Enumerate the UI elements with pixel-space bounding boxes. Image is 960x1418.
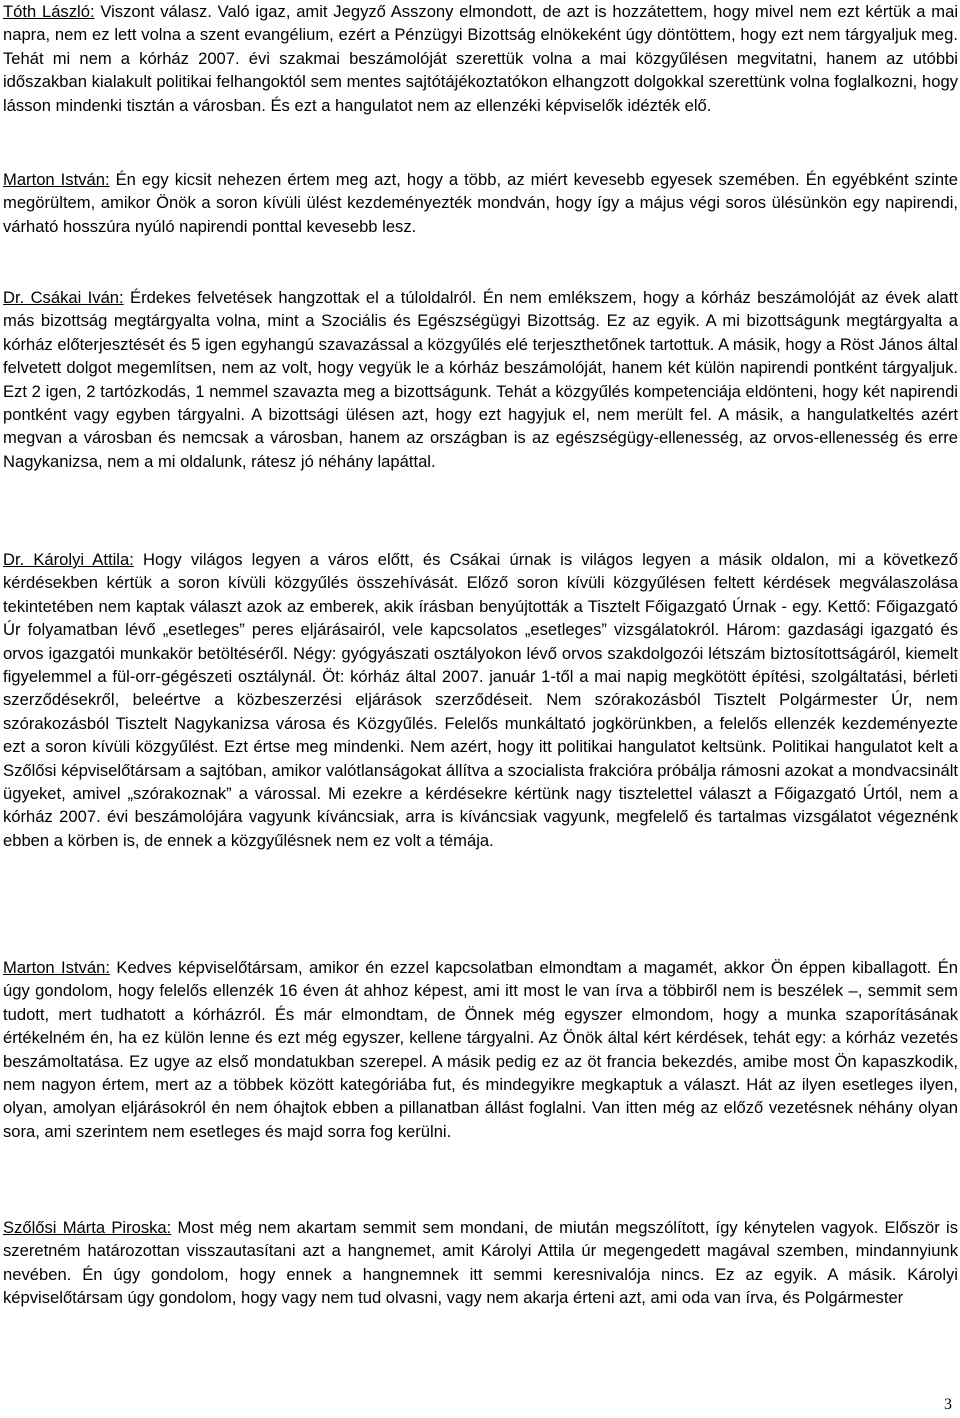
- speaker-name: Tóth László:: [3, 2, 95, 21]
- paragraph-text: Viszont válasz. Való igaz, amit Jegyző Asszony elmondott, de azt is hozzátettem, hogy mivel nem ezt kértük a mai napra, nem ez lett volna a szent evangélium, ezért a Pénzügyi Bizottság elnökeként úgy döntöttem, hogy ezt nem tárgyaljuk meg. Tehát mi nem a kórház 2007. évi szakmai beszámolóját szerettük volna a mai közgyűlésen megvitatni, hanem az utóbbi időszakban kialakult politikai felhangoktól sem mentes sajtótájékoztatókon elhangzott dolgokkal szerettünk volna foglalkozni, hogy lásson mindenki tisztán a városban. És ezt a hangulatot nem az ellenzéki képviselők idézték elő.: [3, 2, 959, 115]
- paragraph-text: Kedves képviselőtársam, amikor én ezzel kapcsolatban elmondtam a magamét, akkor Ön éppen kiballagott. Én úgy gondolom, hogy felelős ellenzék 16 éven át ahhoz képest, ami itt most le van írva a többiről nem is beszélek –, semmit sem tudott, mert tudhatott a kórházról. És már elmondtam, de Önnek még egyszer elmondom, hogy a munka szaporításának értékelném én, ha ez külön lenne és ezt még egyszer, kellene tárgyalni. Az Önök által kért kérdések, tehát egy: a kórház vezetés beszámoltatása. Ez ugye az első mondatukban szerepel. A másik pedig ez az öt francia bekezdés, amibe most Ön kapaszkodik, nem nagyon értem, mert az a többek között kategóriába fut, és mindegyikre megkaptuk a választ. Hát az ilyen esetleges ilyen, olyan, amolyan eljárásokról én nem óhajtok ebben a pillanatban állást foglalni. Van itten még az előző vezetésnek néhány olyan sora, ami szerintem nem esetleges és majd sorra fog kerülni.: [3, 958, 958, 1141]
- paragraph-text: Érdekes felvetések hangzottak el a túloldalról. Én nem emlékszem, hogy a kórház beszámolóját az évek alatt más bizottság megtárgyalta volna, mint a Szociális és Egészségügyi Bizottság. Ez az egyik. A mi bizottságunk megtárgyalta a kórház előterjesztését és 5 igen egyhangú szavazással a közgyűlés elé terjeszthetőnek tartottuk. A másik, hogy a Röst János által felvetett dolgot megemlítsen, nem az volt, hogy vegyük le a kórház beszámolóját, hanem két külön napirendi pontként tárgyaljuk. Ezt 2 igen, 2 tartózkodás, 1 nemmel szavazta meg a bizottságunk. Tehát a közgyűlés kompetenciája eldönteni, hogy két napirendi pontként vagy egyben tárgyalni. A bizottsági ülésen azt, hogy ezt hagyjuk el, nem merült fel. A másik, a hangulatkeltés azért megvan a városban és nemcsak a városban, hanem az országban is az egészségügy-ellenesség, az orvos-ellenesség és erre Nagykanizsa, nem a mi oldalunk, rátesz jó néhány lapáttal.: [3, 288, 958, 471]
- page-number: 3: [944, 1396, 952, 1413]
- speaker-name: Marton István:: [3, 170, 110, 189]
- speaker-name: Marton István:: [3, 958, 110, 977]
- paragraph-karolyi-attila: [3, 548, 958, 852]
- speaker-name: Szőlősi Márta Piroska:: [3, 1218, 172, 1237]
- speaker-name: Dr. Károlyi Attila:: [3, 550, 134, 569]
- paragraph-text: Én egy kicsit nehezen értem meg azt, hogy a több, az miért kevesebb egyesek szemében. Én egyébként szinte megörültem, amikor Önök a soron kívüli ülést kezdeményezték mondván, hogy így a május végi soros ülésünkön egy napirendi, várható hosszúra nyúló napirendi ponttal kevesebb lesz.: [3, 170, 958, 236]
- paragraph-csakai-ivan: [3, 286, 958, 473]
- paragraph-toth-laszlo: [3, 0, 958, 117]
- paragraph-marton-istvan-1: [3, 168, 958, 238]
- speaker-name: Dr. Csákai Iván:: [3, 288, 124, 307]
- paragraph-text: Most még nem akartam semmit sem mondani, de miután megszólított, így kénytelen vagyok. Először is szeretném határozottan visszautasítani azt a hangnemet, amit Károlyi Attila úr megengedett magával szemben, mindannyiunk nevében. Én úgy gondolom, hogy ennek a hangnemnek itt semmi keresnivalója nincs. Ez az egyik. A másik. Károlyi képviselőtársam úgy gondolom, hogy vagy nem tud olvasni, vagy nem akarja érteni azt, ami oda van írva, és Polgármester: [3, 1218, 958, 1308]
- paragraph-szolosi-marta: [3, 1216, 958, 1310]
- paragraph-text: Hogy világos legyen a város előtt, és Csákai úrnak is világos legyen a másik oldalon, mi a következő kérdésekben kértük a soron kívüli közgyűlés összehívását. Előző soron kívüli közgyűlésen feltett kérdések megválaszolása tekintetében nem kaptak választ azok az emberek, akik írásban benyújtották a Tisztelt Főigazgató Úrnak - egy. Kettő: Főigazgató Úr folyamatban lévő „esetleges” peres eljárásairól, vele kapcsolatos „esetleges” vizsgálatokról. Három: gazdasági igazgató és orvos igazgatói munkakör betöltéséről. Négy: gyógyászati osztályokon lévő orvos szakdolgozói létszám biztosítottságáról, kiemelt figyelemmel a fül-orr-gégészeti osztálynál. Öt: kórház által 2007. január 1-től a mai napig megkötött építési, szolgáltatási, bérleti szerződésekről, beleértve a közbeszerzési eljárások szerződéseit. Nem szórakozásból Tisztelt Polgármester Úr, nem szórakozásból Tisztelt Nagykanizsa városa és Közgyűlés. Felelős munkáltató jogkörünkben, a felelős ellenzék kezdeményezte ezt a soron kívüli közgyűlést. Ezt értse meg mindenki. Nem azért, hogy itt politikai hangulatot keltsünk. Politikai hangulatot kelt a Szőlősi képviselőtársam a sajtóban, amikor valótlanságokat állítva a szocialista frakcióra próbálja rámosni azokat a mondvacsinált ügyeket, amivel „szórakoznak” a várossal. Mi ezekre a kérdésekre kértünk nagy tisztelettel választ a Főigazgató Úrtól, nem a kórház 2007. évi beszámolójára vagyunk kíváncsiak, arra is kíváncsiak vagyunk, megfelelő és tartalmas vizsgálatot végeznénk ebben a körben is, de ennek a közgyűlésnek nem ez volt a témája.: [3, 550, 958, 850]
- paragraph-marton-istvan-2: [3, 956, 958, 1143]
